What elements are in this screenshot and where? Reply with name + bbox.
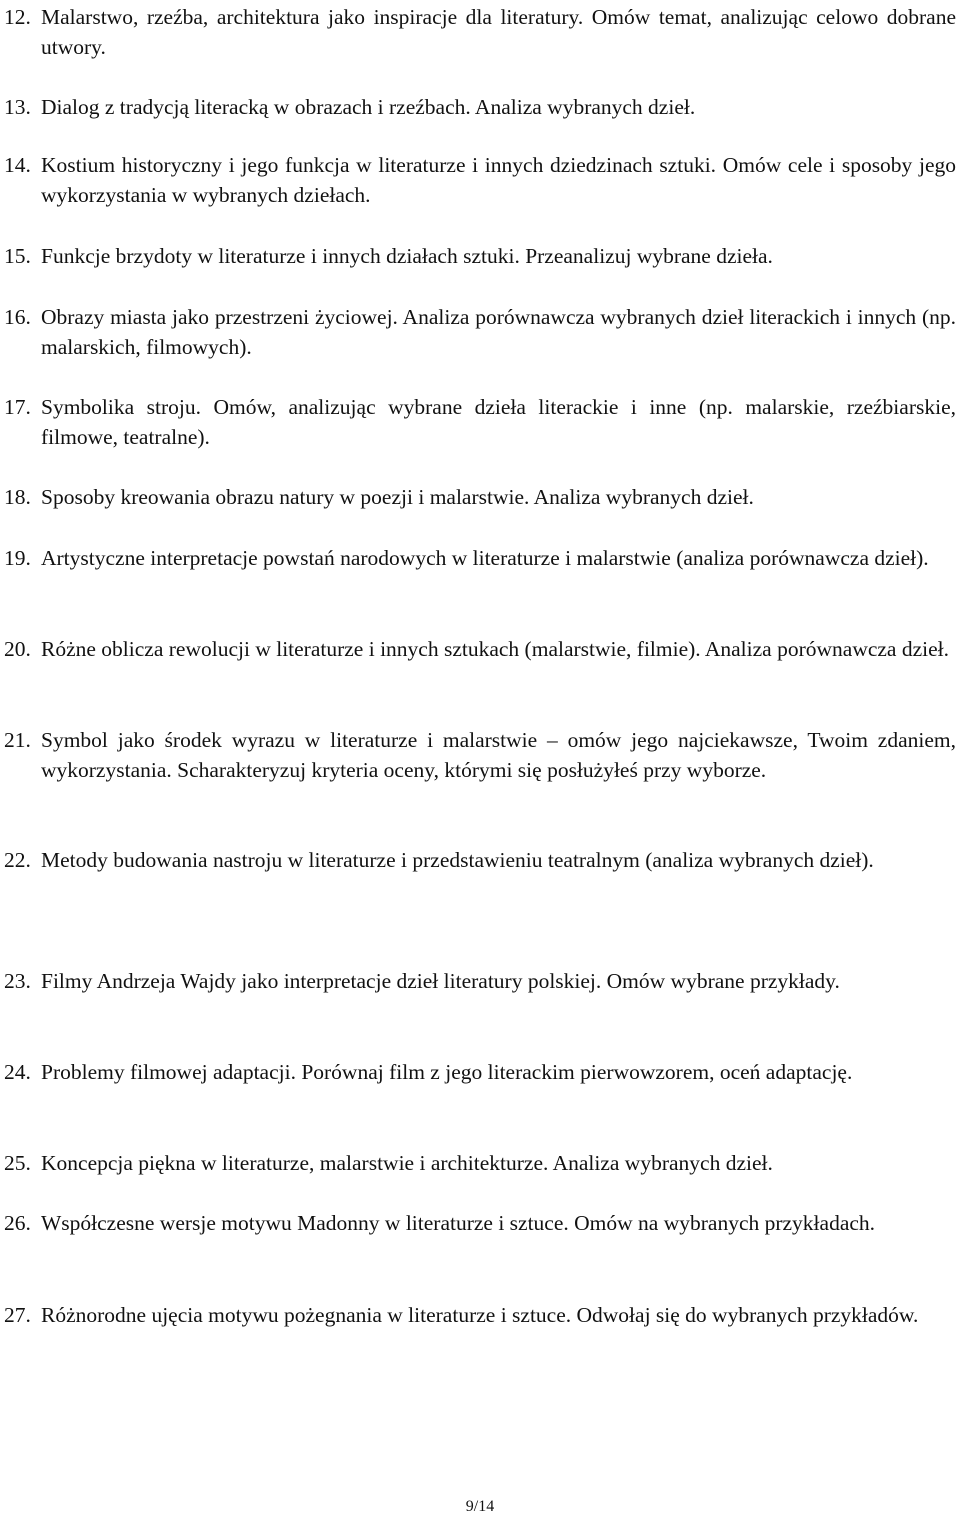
item-number: 18. [4,485,31,509]
item-text: Kostium historyczny i jego funkcja w literaturze i innych dziedzinach sztuki. Omów cele i sposoby jego wykorzystania w wybranych dziełach. [41,153,956,207]
item-text: Obrazy miasta jako przestrzeni życiowej. Analiza porównawcza wybranych dzieł literackich i innych (np. malarskich, filmowych). [41,305,956,359]
item-number: 22. [4,848,31,872]
item-text: Różne oblicza rewolucji w literaturze i innych sztukach (malarstwie, filmie). Analiza porównawcza dzieł. [41,637,950,661]
list-item [4,634,956,664]
item-number: 25. [4,1151,31,1175]
item-text: Artystyczne interpretacje powstań narodowych w literaturze i malarstwie (analiza porównawcza dzieł). [41,546,929,570]
list-item [4,2,956,62]
list-item [4,966,956,996]
item-number: 13. [4,95,31,119]
list-item [4,845,956,875]
item-number: 24. [4,1060,31,1084]
list-item [4,482,956,512]
item-number: 17. [4,395,31,419]
item-number: 27. [4,1303,31,1327]
item-text: Symbolika stroju. Omów, analizując wybrane dzieła literackie i inne (np. malarskie, rzeźbiarskie, filmowe, teatralne). [41,395,956,449]
list-item [4,92,956,122]
list-item [4,392,956,452]
item-text: Współczesne wersje motywu Madonny w literaturze i sztuce. Omów na wybranych przykładach. [41,1211,876,1235]
list-item [4,150,956,210]
item-number: 21. [4,728,31,752]
item-number: 12. [4,5,31,29]
item-text: Dialog z tradycją literacką w obrazach i rzeźbach. Analiza wybranych dzieł. [41,95,696,119]
item-number: 15. [4,244,31,268]
item-text: Różnorodne ujęcia motywu pożegnania w literaturze i sztuce. Odwołaj się do wybranych przykładów. [41,1303,919,1327]
list-item [4,1300,956,1330]
list-item [4,1208,956,1238]
item-text: Problemy filmowej adaptacji. Porównaj film z jego literackim pierwowzorem, oceń adaptację. [41,1060,853,1084]
list-item [4,543,956,573]
item-text: Metody budowania nastroju w literaturze i przedstawieniu teatralnym (analiza wybranych dzieł). [41,848,874,872]
item-text: Malarstwo, rzeźba, architektura jako inspiracje dla literatury. Omów temat, analizując celowo dobrane utwory. [41,5,956,59]
item-number: 16. [4,305,31,329]
list-item [4,302,956,362]
item-text: Koncepcja piękna w literaturze, malarstwie i architekturze. Analiza wybranych dzieł. [41,1151,773,1175]
item-number: 26. [4,1211,31,1235]
list-item [4,241,956,271]
item-number: 14. [4,153,31,177]
item-number: 20. [4,637,31,661]
item-text: Sposoby kreowania obrazu natury w poezji i malarstwie. Analiza wybranych dzieł. [41,485,754,509]
item-text: Filmy Andrzeja Wajdy jako interpretacje dzieł literatury polskiej. Omów wybrane przykłady. [41,969,840,993]
list-item [4,1057,956,1087]
item-number: 19. [4,546,31,570]
item-number: 23. [4,969,31,993]
page-number: 9/14 [465,1498,495,1515]
item-text: Symbol jako środek wyrazu w literaturze i malarstwie – omów jego najciekawsze, Twoim zdaniem, wykorzystania. Scharakteryzuj kryteria oceny, którymi się posłużyłeś przy wyborze. [41,728,956,782]
item-text: Funkcje brzydoty w literaturze i innych działach sztuki. Przeanalizuj wybrane dzieła. [41,244,773,268]
list-item [4,725,956,785]
list-item [4,1148,956,1178]
